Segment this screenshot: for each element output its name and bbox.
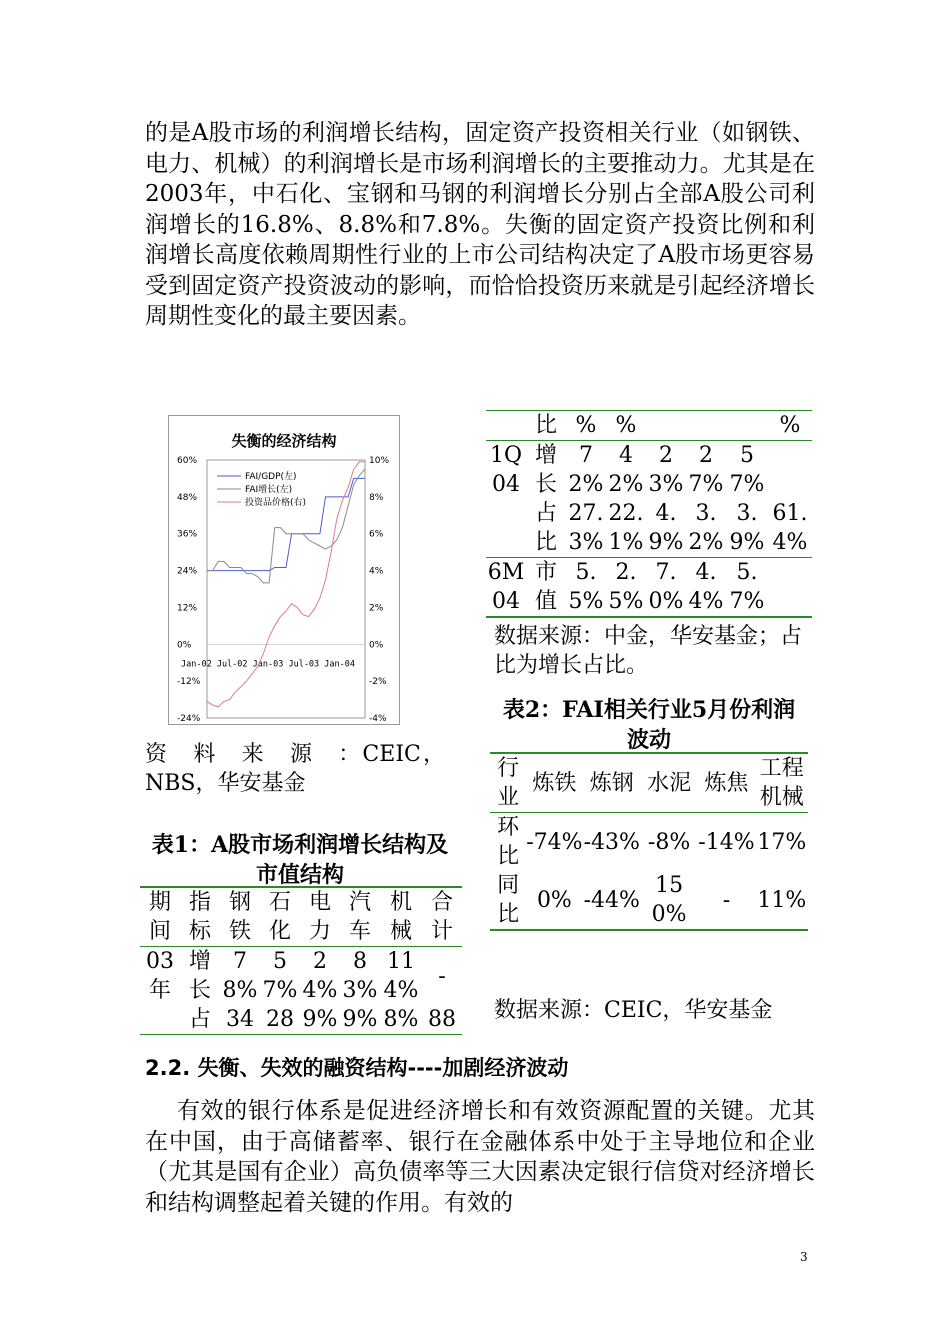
table-cell: -8% [647, 829, 691, 855]
table-cell: 9% [302, 1007, 338, 1032]
y-left-tick-label: 60% [177, 456, 198, 466]
section-heading: 2.2. 失衡、失效的融资结构----加剧经济波动 [145, 1056, 569, 1080]
table-cell: 22.1% [606, 499, 646, 558]
table-cell: 6M04 [487, 560, 525, 614]
table-row [140, 1005, 462, 1034]
table-cell: - [722, 887, 731, 913]
table1-right-table [486, 411, 812, 616]
table-cell: 行业 [490, 754, 526, 813]
y-right-tick-label: -4% [369, 714, 387, 724]
table-cell: 03年 [146, 949, 174, 1003]
table-cell: 增长 [188, 949, 211, 1003]
table-row [486, 499, 812, 558]
y-right-tick-label: 4% [369, 566, 384, 577]
table-cell: 3.2% [686, 499, 726, 558]
table-cell: 27.3% [566, 499, 606, 558]
table2-table [490, 754, 808, 929]
page-number: 3 [800, 1250, 808, 1264]
table-cell: 5.5% [568, 560, 604, 614]
table-cell: 88 [428, 1007, 456, 1032]
table1-right [486, 410, 812, 618]
table-cell: % [606, 411, 646, 441]
y-right-tick-label: 10% [369, 456, 390, 466]
table-cell: 114% [383, 949, 419, 1003]
table-cell: 汽车 [340, 888, 380, 947]
y-left-tick-label: -12% [177, 677, 201, 688]
table-cell: 3.9% [726, 499, 768, 558]
table-cell: 比 [526, 411, 566, 441]
legend-entry: FAI增长(左) [245, 485, 293, 495]
table-cell: 5.7% [729, 560, 765, 614]
bottom-paragraph: 有效的银行体系是促进经济增长和有效资源配置的关键。尤其在中国，由于高储蓄率、银行在金融体系中处于主导地位和企业（尤其是国有企业）高负债率等三大因素决定银行信贷对经济增长和结构调整起着关键的作用。有效的 [145, 1098, 815, 1216]
y-left-tick-label: 0% [177, 640, 192, 651]
table-cell: 24% [302, 949, 338, 1003]
table-cell: 57% [262, 949, 298, 1003]
table2 [490, 752, 808, 931]
x-tick-labels: Jan-02 Jul-02 Jan-03 Jul-03 Jan-04 [181, 659, 355, 670]
table-cell: 23% [648, 443, 684, 497]
table-cell [646, 411, 686, 441]
table1-left-table [140, 888, 462, 1034]
table-cell: 0% [536, 887, 572, 913]
table-cell: 34 [226, 1007, 254, 1032]
y-left-tick-label: 48% [177, 492, 198, 503]
table-row [490, 871, 808, 929]
table-cell: -14% [698, 829, 755, 855]
table-cell [486, 499, 526, 558]
y-left-tick-label: 12% [177, 603, 198, 614]
table-cell [768, 441, 812, 500]
table-row [490, 754, 808, 813]
table-cell: 8% [383, 1007, 419, 1032]
y-right-tick-label: -2% [369, 677, 387, 688]
y-right-tick-label: 2% [369, 603, 384, 614]
table-row [490, 813, 808, 872]
legend-entry: 投资品价格(右) [245, 498, 307, 508]
table-cell: 占 [188, 1007, 211, 1032]
table-cell: % [768, 411, 812, 441]
table-cell: 炼钢 [583, 754, 641, 813]
table-cell: 9% [342, 1007, 378, 1032]
table-cell: -44% [583, 887, 640, 913]
table-cell: 78% [222, 949, 258, 1003]
table-cell: 150% [651, 873, 687, 927]
table-cell: 83% [342, 949, 378, 1003]
table-cell: 环比 [497, 815, 520, 869]
table-cell: 工程机械 [756, 754, 808, 813]
table-cell: - [438, 963, 446, 989]
y-right-tick-label: 6% [369, 529, 384, 540]
table-cell: 2.5% [608, 560, 644, 614]
table-cell: 17% [757, 829, 807, 855]
table-cell: 72% [568, 443, 604, 497]
chart-svg [169, 416, 399, 724]
table-cell: 4.9% [646, 499, 686, 558]
y-left-tick-label: -24% [177, 714, 201, 724]
table-cell: 指标 [180, 888, 220, 947]
table-cell: 1Q04 [489, 443, 523, 497]
table-cell [686, 411, 726, 441]
table-row [140, 888, 462, 947]
table-cell: 水泥 [641, 754, 697, 813]
table-cell: 炼铁 [526, 754, 582, 813]
table-cell: 钢铁 [220, 888, 260, 947]
table-cell: -74% [526, 829, 583, 855]
table1-left [140, 886, 462, 1035]
y-left-tick-label: 24% [177, 566, 198, 577]
table-cell [726, 411, 768, 441]
table1-note: 数据来源：中金，华安基金；占比为增长占比。 [494, 624, 803, 678]
table-row [486, 411, 812, 441]
economic-structure-chart [168, 415, 400, 725]
table2-note: 数据来源：CEIC，华安基金 [494, 998, 773, 1023]
y-right-tick-label: 0% [369, 640, 384, 651]
y-right-tick-label: 8% [369, 492, 384, 503]
table-cell: 炼焦 [697, 754, 755, 813]
table1-title: 表1：A股市场利润增长结构及市值结构 [151, 832, 449, 888]
table-cell: 57% [729, 443, 765, 497]
table-cell: 27% [688, 443, 724, 497]
top-paragraph: 的是A股市场的利润增长结构，固定资产投资相关行业（如钢铁、电力、机械）的利润增长是市场利润增长的主要推动力。尤其是在2003年，中石化、宝钢和马钢的利润增长分别占全部A股公司利润增长的16.8%、8.8%和7.8%。失衡的固定资产投资比例和利润增长高度依赖周期性行业的上市公司结构决定了A股市场更容易受到固定资产投资波动的影响，而恰恰投资历来就是引起经济增长周期性变化的最主要因素。 [145, 120, 815, 329]
table-cell: 28 [266, 1007, 294, 1032]
table-cell: 电力 [300, 888, 340, 947]
table-cell: -43% [583, 829, 640, 855]
table-row [486, 441, 812, 500]
table-cell: 4.4% [688, 560, 724, 614]
table-cell: 11% [757, 887, 807, 913]
table-cell: 市值 [534, 560, 557, 614]
table-cell: 机械 [380, 888, 422, 947]
table-cell: 61.4% [768, 499, 812, 558]
legend-entry: FAI/GDP(左) [245, 472, 297, 482]
chart-title: 失衡的经济结构 [231, 432, 337, 450]
table-cell: 石化 [260, 888, 300, 947]
table-cell [486, 411, 526, 441]
table2-title: 表2：FAI相关行业5月份利润波动 [502, 697, 796, 753]
chart-source: 资 料 来 源 ：CEIC，NBS，华安基金 [145, 742, 445, 796]
table-cell [140, 1005, 180, 1034]
table-cell: 7.0% [648, 560, 684, 614]
table-cell [768, 558, 812, 617]
table-cell: 占比 [526, 499, 566, 558]
table-row [140, 947, 462, 1006]
table-row [486, 558, 812, 617]
table-cell: 期间 [140, 888, 180, 947]
table-cell: 42% [608, 443, 644, 497]
table-cell: 合计 [422, 888, 462, 947]
table-cell: % [566, 411, 606, 441]
y-left-tick-label: 36% [177, 529, 198, 540]
table-cell: 同比 [497, 873, 520, 927]
table-cell: 增长 [534, 443, 557, 497]
